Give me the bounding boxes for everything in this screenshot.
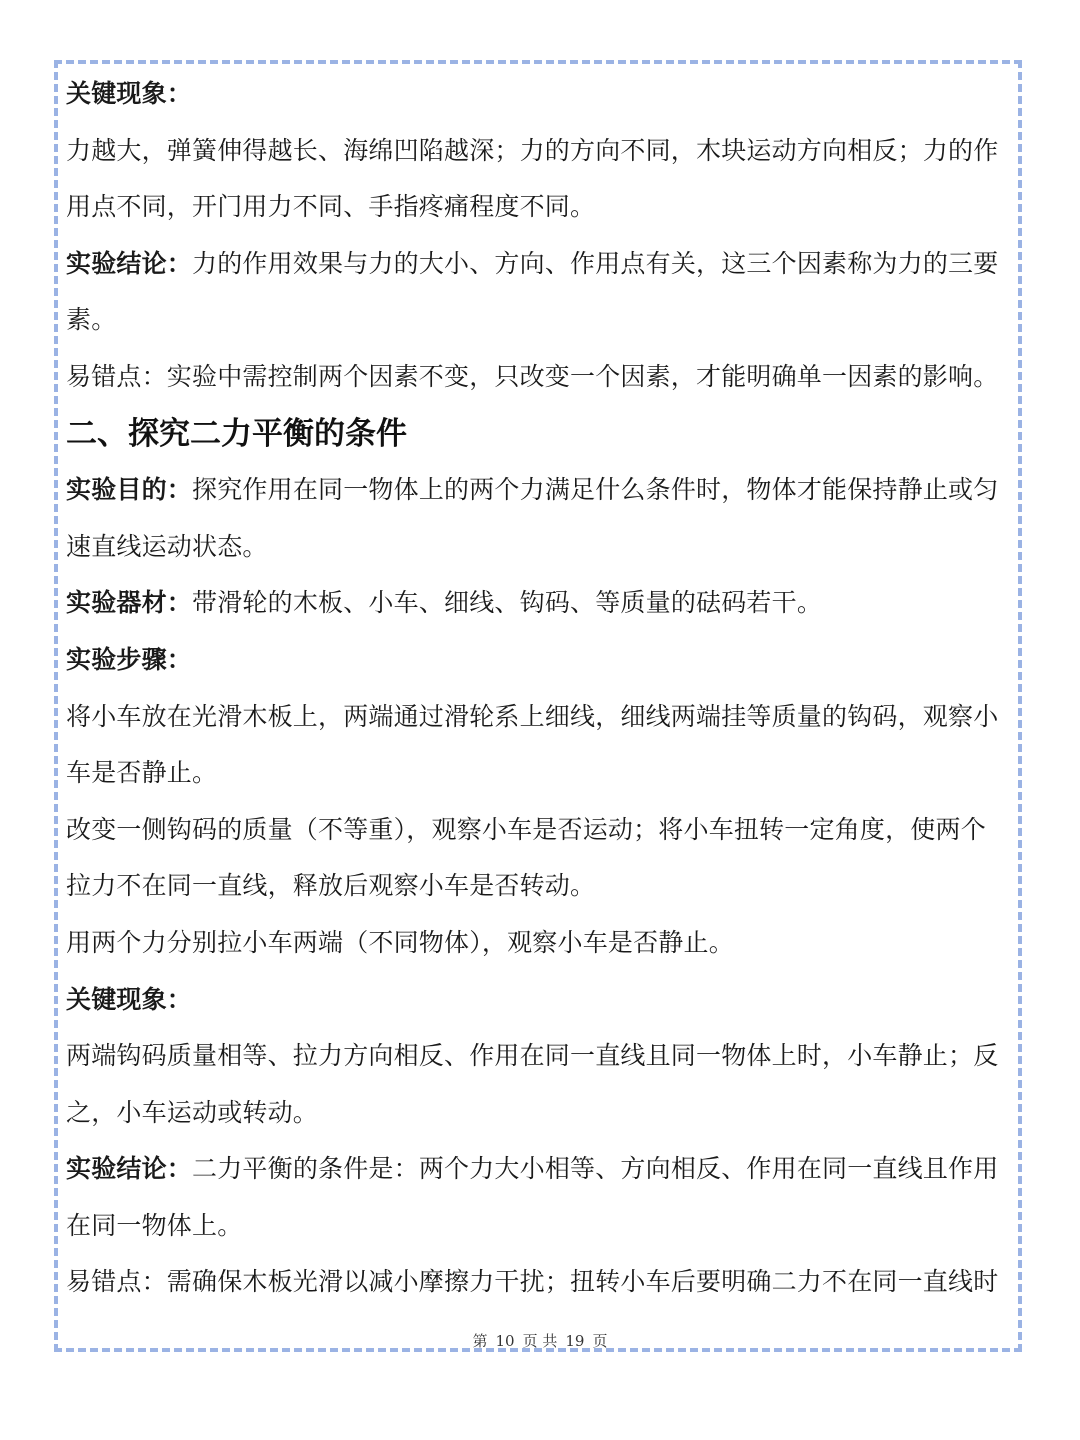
phenomena-text-2a: 两端钩码质量相等、拉力方向相反、作用在同一直线且同一物体上时，小车静止；反 [66,1041,999,1071]
phenomena-label-2: 关键现象： [66,984,193,1014]
conclusion-label-2: 实验结论： [66,1154,193,1184]
purpose-text-a: 探究作用在同一物体上的两个力满足什么条件时，物体才能保持静止或匀 [192,475,999,505]
step-2-text-a: 改变一侧钩码的质量（不等重），观察小车是否运动；将小车扭转一定角度，使两个 [66,814,986,844]
footer-middle: 页 共 [522,1332,558,1350]
steps-label: 实验步骤： [66,644,193,674]
step-2-text-b: 拉力不在同一直线，释放后观察小车是否转动。 [66,871,596,901]
purpose-label: 实验目的： [66,475,193,505]
step-1-text-b: 车是否静止。 [66,758,218,788]
conclusion-label-1: 实验结论： [66,248,193,278]
page-footer [0,1330,1080,1351]
document-body [66,66,1018,1322]
equipment-label: 实验器材： [66,588,193,618]
phenomena-text-1a: 力越大，弹簧伸得越长、海绵凹陷越深；力的方向不同，木块运动方向相反；力的作 [66,135,999,165]
phenomena-text-2b: 之，小车运动或转动。 [66,1097,319,1127]
purpose-paragraph [66,462,1018,519]
conclusion-paragraph-2 [66,1141,1018,1198]
pitfall-text-2: 易错点：需确保木板光滑以减小摩擦力干扰；扭转小车后要明确二力不在同一直线时 [66,1267,999,1297]
conclusion-text-1b: 素。 [66,305,117,335]
phenomena-text-1b: 用点不同，开门用力不同、手指疼痛程度不同。 [66,192,596,222]
pitfall-text-1: 易错点：实验中需控制两个因素不变，只改变一个因素，才能明确单一因素的影响。 [66,361,999,391]
equipment-text: 带滑轮的木板、小车、细线、钩码、等质量的砝码若干。 [192,588,823,618]
section-heading: 二、探究二力平衡的条件 [66,415,407,452]
equipment-paragraph [66,575,1018,632]
footer-current-page: 10 [495,1332,515,1350]
step-3-text: 用两个力分别拉小车两端（不同物体），观察小车是否静止。 [66,927,734,957]
conclusion-text-2b: 在同一物体上。 [66,1210,243,1240]
conclusion-text-2a: 二力平衡的条件是：两个力大小相等、方向相反、作用在同一直线且作用 [192,1154,999,1184]
step-1-text-a: 将小车放在光滑木板上，两端通过滑轮系上细线，细线两端挂等质量的钩码，观察小 [66,701,999,731]
footer-suffix: 页 [592,1332,608,1350]
footer-prefix: 第 [472,1332,488,1350]
conclusion-text-1a: 力的作用效果与力的大小、方向、作用点有关，这三个因素称为力的三要 [192,248,999,278]
phenomena-label-1: 关键现象： [66,79,193,108]
footer-total-pages: 19 [565,1332,585,1350]
purpose-text-b: 速直线运动状态。 [66,531,268,561]
conclusion-paragraph-1 [66,236,1018,293]
